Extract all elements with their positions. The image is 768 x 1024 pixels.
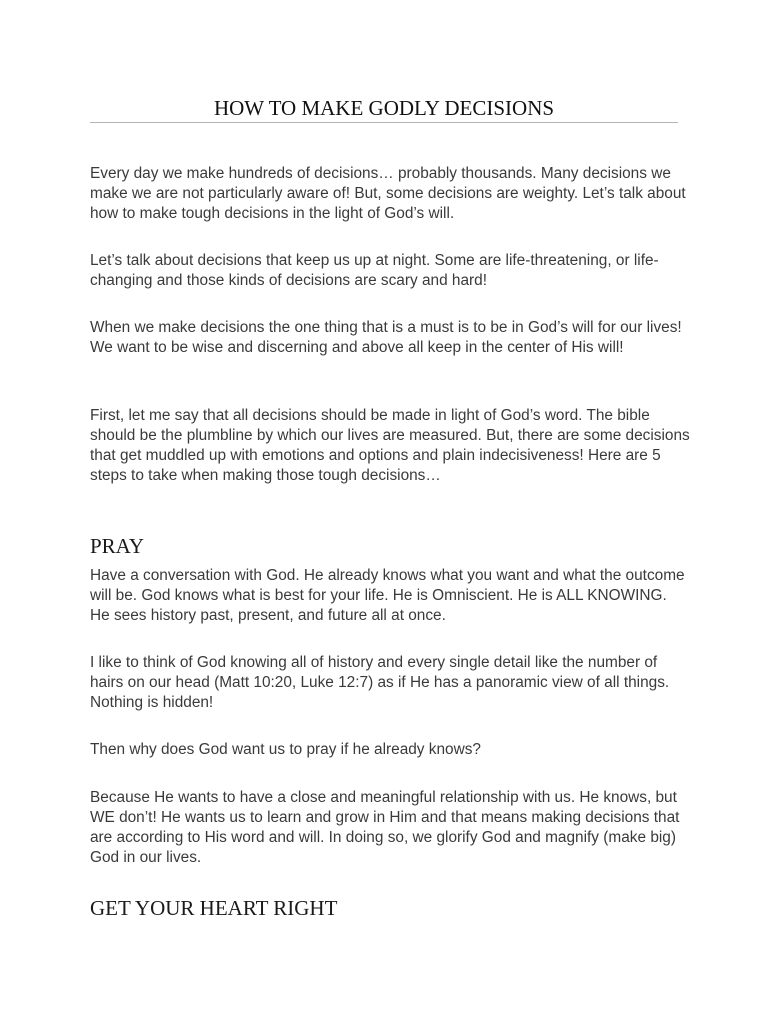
- pray-paragraph-2: I like to think of God knowing all of history and every single detail like the number of hairs on our head (Matt 10:20, Luke 12:7) as if He has a panoramic view of all things. Nothing is hidden!: [90, 654, 670, 711]
- section-heading-pray: PRAY: [90, 534, 145, 558]
- title-divider: [90, 122, 678, 123]
- page-title: HOW TO MAKE GODLY DECISIONS: [213, 96, 555, 120]
- intro-paragraph-3: When we make decisions the one thing that is a must is to be in God’s will for our lives! We want to be wise and discerning and above all keep in the center of His will!: [90, 319, 682, 356]
- section-heading-get-your-heart-right: GET YOUR HEART RIGHT: [90, 896, 338, 920]
- intro-paragraph-1: Every day we make hundreds of decisions… probably thousands. Many decisions we make we are not particularly aware of! But, some decisions are weighty. Let’s talk about how to make tough decisions in the light of God’s will.: [90, 165, 686, 222]
- intro-paragraph-2: Let’s talk about decisions that keep us up at night. Some are life-threatening, or life-changing and those kinds of decisions are scary and hard!: [90, 252, 659, 289]
- pray-paragraph-1: Have a conversation with God. He already knows what you want and what the outcome will be. God knows what is best for your life. He is Omniscient. He is ALL KNOWING. He sees history past, present, and future all at once.: [90, 567, 685, 624]
- intro-paragraph-4: First, let me say that all decisions should be made in light of God’s word. The bible should be the plumbline by which our lives are measured. But, there are some decisions that get muddled up with emotions and options and plain indecisiveness! Here are 5 steps to take when making those tough decisions…: [90, 407, 690, 484]
- pray-paragraph-4: Because He wants to have a close and meaningful relationship with us. He knows, but WE don’t! He wants us to learn and grow in Him and that means making decisions that are according to His word and will. In doing so, we glorify God and magnify (make big) God in our lives.: [90, 789, 680, 866]
- pray-paragraph-3: Then why does God want us to pray if he already knows?: [90, 741, 481, 758]
